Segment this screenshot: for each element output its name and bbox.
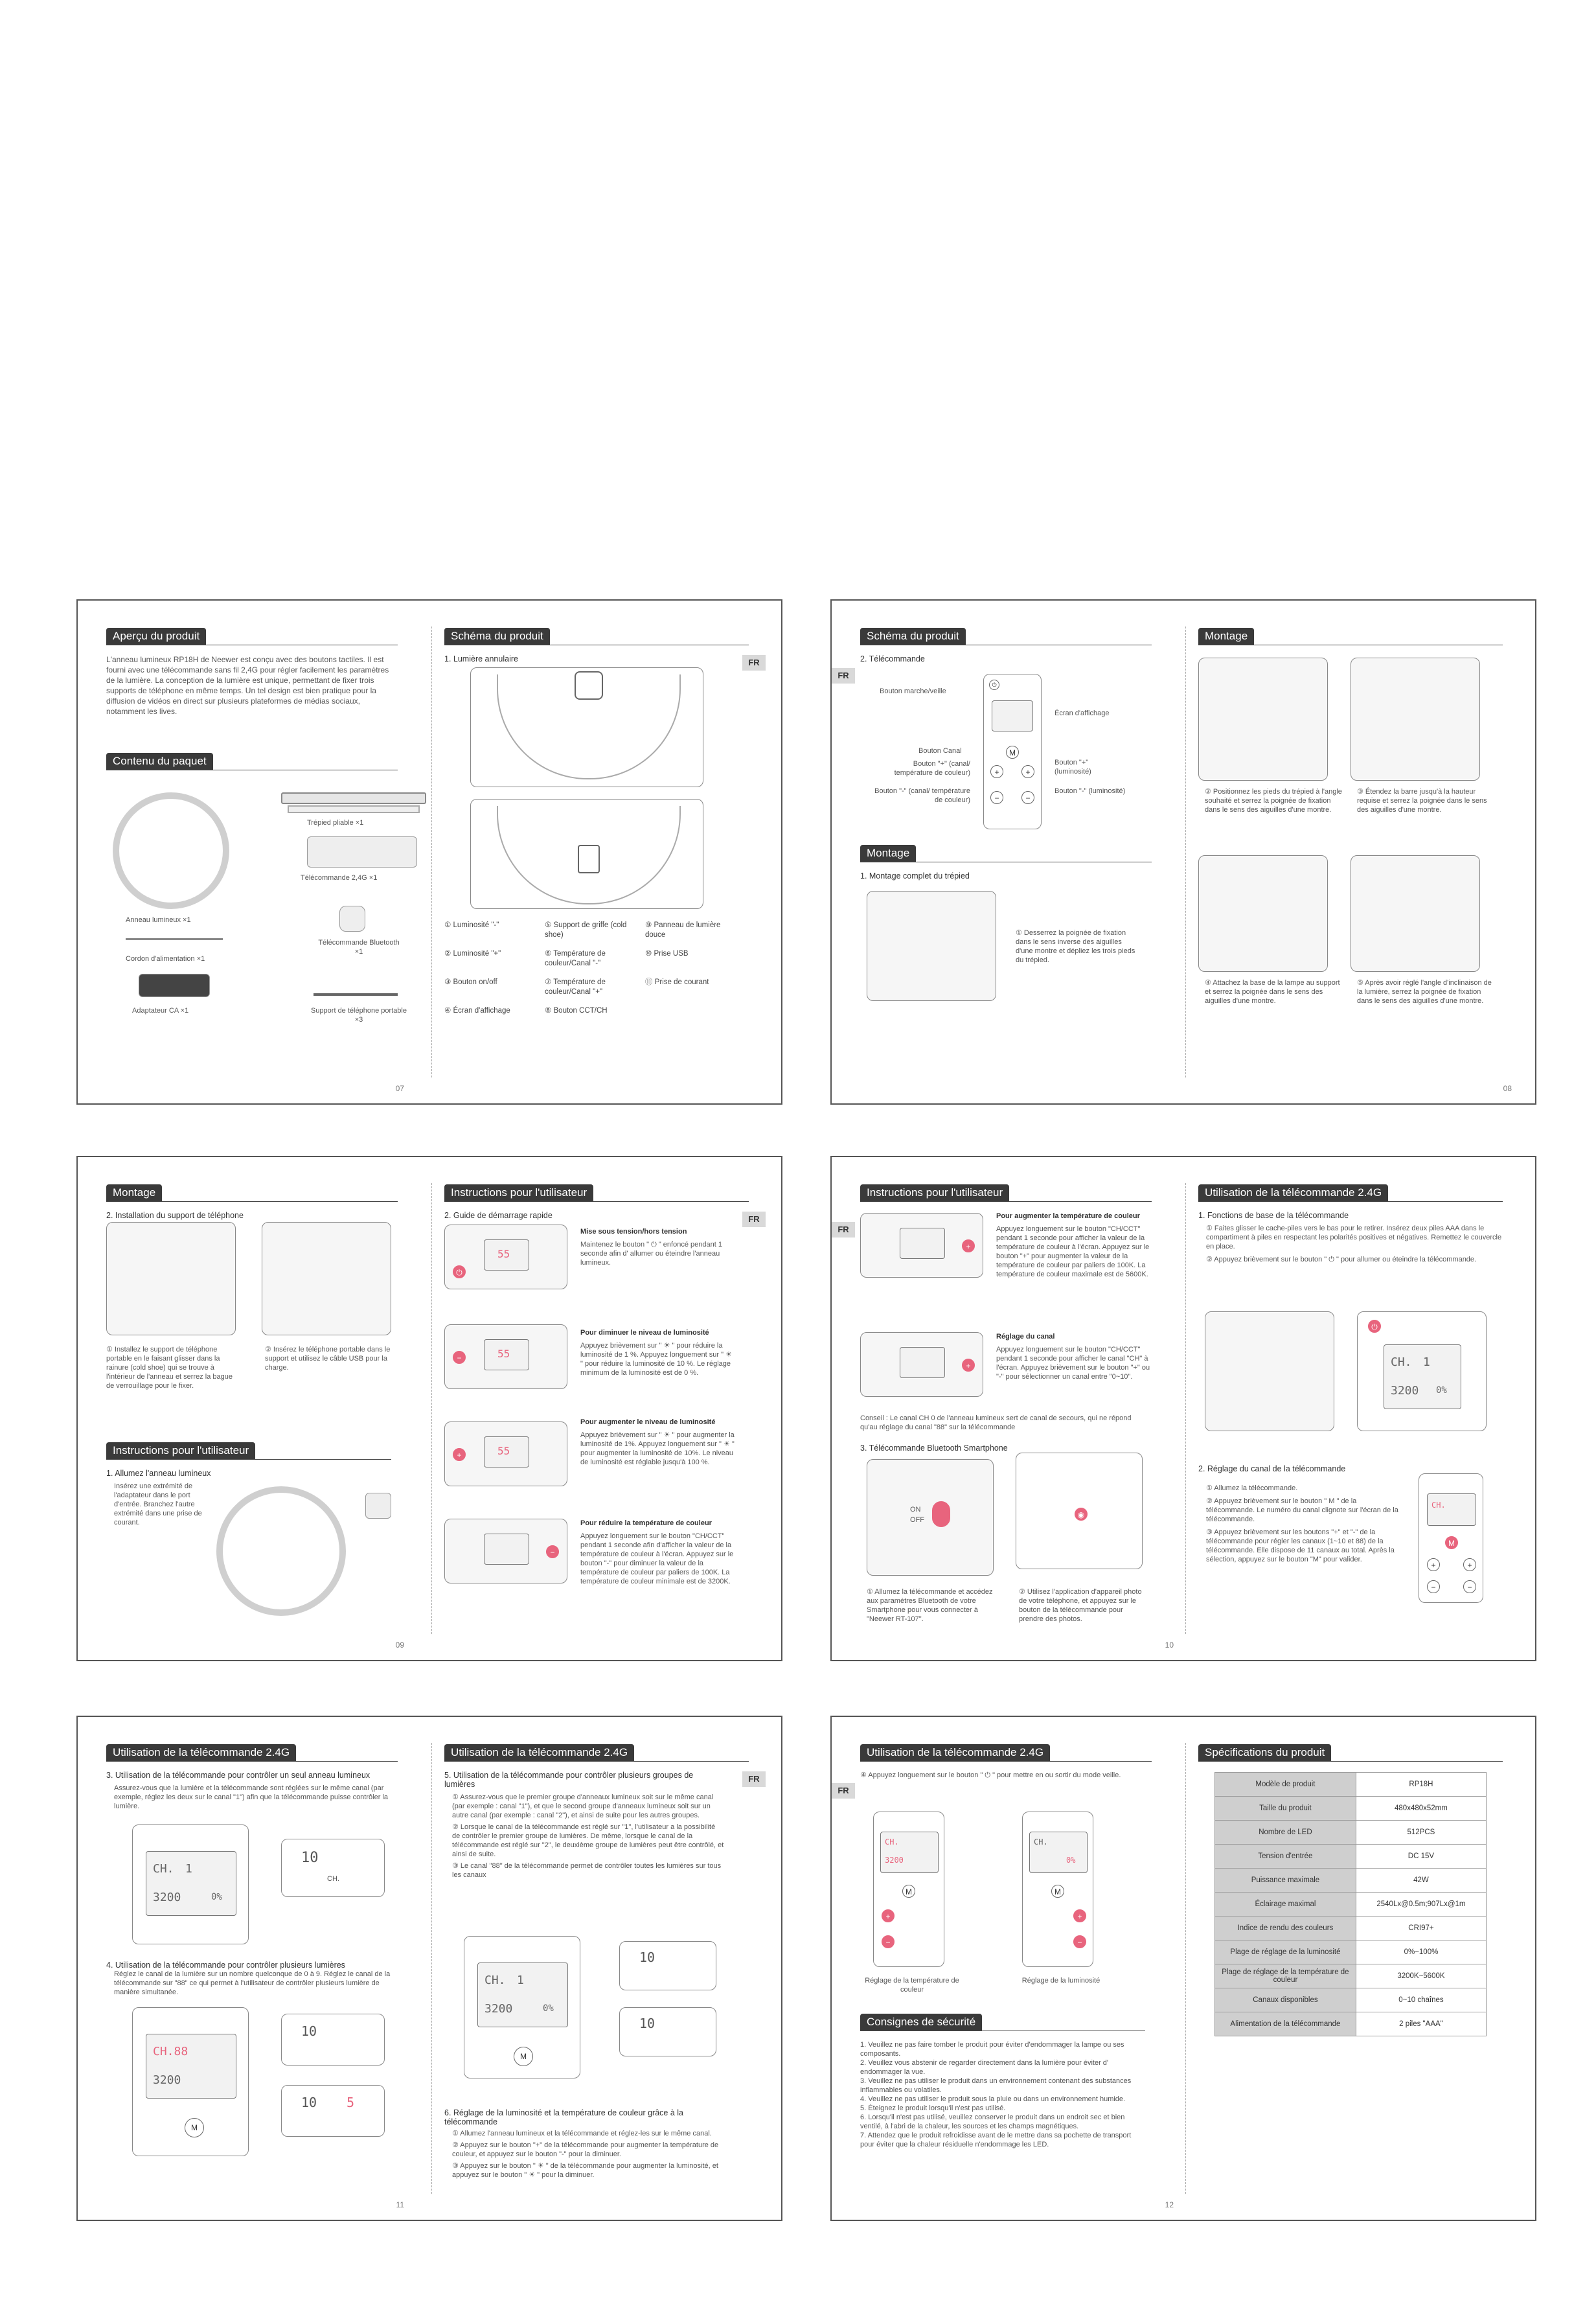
consigne-item: 2. Veuillez vous abstenir de regarder directement dans la lumière pour éviter d' endommager la vue. <box>860 2059 1109 2076</box>
light-group-b <box>619 2007 716 2056</box>
ring-back-diagram <box>470 799 703 909</box>
spec-row <box>1215 1773 1487 1797</box>
brightness-plus-icon: + <box>1073 1909 1086 1922</box>
legend-item: ③ Bouton on/off <box>444 978 497 986</box>
guide-desc: Appuyez brièvement sur " ☀ " pour réduire la luminosité de 1 %. Appuyez longuement sur " ☀ " pour réduire la luminosité de 10 %. Le réglage minimum de la luminosité est de 0 %. <box>580 1342 732 1377</box>
light-value: 10 <box>301 2095 317 2110</box>
fn-step: ① Faites glisser le cache-piles vers le bas pour le retirer. Insérez deux piles AAA dans le compartiment à piles en respectant les polarités positives et négatives. Remettez le couvercle en place. <box>1206 1225 1502 1250</box>
ring-light-image <box>113 792 229 909</box>
spec-value: 42W <box>1356 1869 1486 1893</box>
channel-button-icon: + <box>962 1359 975 1372</box>
section-util <box>860 1742 1152 1762</box>
spec-key: Modèle de produit <box>1215 1773 1356 1797</box>
spec-key: Alimentation de la télécommande <box>1215 2012 1356 2036</box>
remote-lcd <box>1427 1493 1476 1526</box>
page-07-right <box>431 601 784 1103</box>
lcd-percent: 0% <box>211 1892 222 1902</box>
m-button-icon: M <box>185 2118 204 2137</box>
m-button-icon: M <box>514 2047 533 2066</box>
cct-plus-icon: + <box>962 1239 975 1252</box>
lcd-ch-label: CH. <box>1431 1501 1446 1510</box>
remote-bright-image <box>1022 1812 1093 1967</box>
lcd-percent: 0% <box>1066 1856 1076 1865</box>
legend-item: ② Luminosité "+" <box>444 950 501 958</box>
remote-groups-image <box>464 1936 580 2078</box>
plus-icon: + <box>1427 1558 1440 1571</box>
section-title: Aperçu du produit <box>106 628 206 645</box>
consigne-item: 3. Veuillez ne pas utiliser le produit dans un environnement contenant des substances inflammables ou volatiles. <box>860 2077 1132 2094</box>
bt-remote-image <box>339 906 365 932</box>
minus-icon: − <box>1463 1580 1476 1593</box>
schema-subtitle: 2. Télécommande <box>860 654 925 663</box>
legend-item: ⑧ Bouton CCT/CH <box>545 1007 608 1015</box>
spec-row <box>1215 1893 1487 1916</box>
ch-step: ① Allumez la télécommande. <box>1206 1484 1298 1492</box>
legend-item: ⑤ Support de griffe (cold shoe) <box>545 921 627 939</box>
legend-item: ⑨ Panneau de lumière douce <box>645 921 721 939</box>
section-title: Instructions pour l'utilisateur <box>444 1184 593 1201</box>
off-label: OFF <box>910 1516 924 1524</box>
section-title: Instructions pour l'utilisateur <box>106 1442 255 1459</box>
light-panel-channel <box>860 1332 983 1397</box>
phone-holder-image <box>314 974 398 996</box>
lcd-ch-value: 1 <box>1423 1355 1430 1369</box>
m-button-icon: M <box>902 1885 915 1898</box>
guide-title: Pour réduire la température de couleur <box>580 1519 712 1527</box>
spec-row <box>1215 1869 1487 1893</box>
bt-step: ① Allumez la télécommande et accédez aux paramètres Bluetooth de votre Smartphone pour vous connecter à "Neewer RT-107". <box>867 1588 993 1623</box>
light-single-image <box>281 1839 385 1897</box>
remote-screen-image <box>1357 1311 1487 1431</box>
s4-desc: Réglez le canal de la lumière sur un nombre quelconque de 0 à 9. Réglez le canal de la télécommande sur "88" ce qui permet à l'utilisateur de contrôler plusieurs lumière de manière simultanée. <box>114 1970 391 1996</box>
page-09-right <box>431 1157 784 1660</box>
lcd-ch-label: CH. <box>885 1837 899 1847</box>
contenu-item: Adaptateur CA ×1 <box>132 1007 189 1015</box>
fn-subtitle: 1. Fonctions de base de la télécommande <box>1198 1211 1349 1220</box>
tripod-step1-image <box>867 891 996 1001</box>
page-number: 12 <box>1165 2200 1174 2209</box>
remote-label: Bouton marche/veille <box>880 687 946 695</box>
remote-lcd <box>477 1962 568 2027</box>
standby-step: ④ Appuyez longuement sur le bouton " ⏻ " pour mettre en ou sortir du mode veille. <box>860 1771 1121 1779</box>
guide-desc: Appuyez longuement sur le bouton "CH/CCT" pendant 1 seconde pour afficher la valeur de la température de couleur à l'écran. Appuyez sur le bouton "+" pour augmenter la valeur de la température de couleur par paliers de 100K. La température de couleur maximale est de 5600K. <box>996 1225 1150 1278</box>
spec-row <box>1215 1845 1487 1869</box>
consigne-item: 6. Lorsqu'il n'est pas utilisé, veuillez conserver le produit dans un endroit sec et bien ventilé, à l'abri de la chaleur, les sources et les champs magnétiques. <box>860 2113 1125 2130</box>
section-title: Consignes de sécurité <box>860 2014 982 2031</box>
contenu-item: Support de téléphone portable ×3 <box>310 1007 407 1024</box>
spread-pages-07 <box>76 599 782 1105</box>
s3-subtitle: 3. Utilisation de la télécommande pour contrôler un seul anneau lumineux <box>106 1771 370 1780</box>
remote-diagram <box>983 674 1042 829</box>
s5-step: ② Lorsque le canal de la télécommande est réglé sur "1", l'utilisateur a la possibilité de contrôler le premier groupe de lumières. De même, lorsque le canal de la télécommande est réglé sur "2", le deuxième groupe de lumières peut être contrôlé, et ainsi de suite. <box>452 1823 724 1858</box>
spec-key: Nombre de LED <box>1215 1821 1356 1845</box>
contenu-item: Cordon d'alimentation ×1 <box>126 955 205 963</box>
spec-key: Tension d'entrée <box>1215 1845 1356 1869</box>
lcd-value: 55 <box>497 1348 510 1360</box>
montage-subtitle: 2. Installation du support de téléphone <box>106 1211 244 1220</box>
tripod-step3-image <box>1351 658 1480 781</box>
tripod-step5-image <box>1351 855 1480 972</box>
m-button-icon: M <box>1006 746 1019 759</box>
section-util <box>444 1742 749 1762</box>
light-screen <box>900 1228 945 1259</box>
section-title: Contenu du paquet <box>106 753 213 770</box>
remote-lcd <box>146 1851 236 1916</box>
s5-step: ③ Le canal "88" de la télécommande permet de contrôler toutes les lumières sur tous les canaux <box>452 1862 722 1879</box>
lang-badge: FR <box>742 1212 766 1227</box>
contenu-item: Télécommande 2,4G ×1 <box>301 874 378 882</box>
section-montage <box>860 842 1152 862</box>
camera-button-icon: ◉ <box>1075 1508 1088 1521</box>
lcd-percent: 0% <box>543 2003 554 2014</box>
guide-title: Pour augmenter le niveau de luminosité <box>580 1418 716 1426</box>
ac-adapter-image <box>139 974 210 997</box>
legend-item: ⑥ Température de couleur/Canal "-" <box>545 950 606 967</box>
lcd-kelvin: 3200 <box>1391 1384 1419 1398</box>
lang-badge: FR <box>742 655 766 671</box>
lcd-percent: 0% <box>1436 1385 1447 1396</box>
consigne-item: 1. Veuillez ne pas faire tomber le produit pour éviter d'endommager la lampe ou ses composants. <box>860 2041 1124 2058</box>
lcd-ch-value: 1 <box>517 1974 524 1987</box>
cct-minus-icon: − <box>546 1545 559 1558</box>
switch-toggle-icon <box>932 1501 950 1527</box>
instr-text: Insérez une extrémité de l'adaptateur dans le port d'entrée. Branchez l'autre extrémité dans une prise de courant. <box>114 1482 202 1526</box>
spec-value: RP18H <box>1356 1773 1486 1797</box>
section-instructions <box>444 1182 749 1202</box>
section-instructions <box>860 1182 1152 1202</box>
montage-subtitle: 1. Montage complet du trépied <box>860 871 970 881</box>
lcd-ch-88: CH.88 <box>153 2045 188 2058</box>
page-number: 08 <box>1503 1084 1512 1093</box>
cct-plus-icon: + <box>882 1909 895 1922</box>
s5-subtitle: 5. Utilisation de la télécommande pour contrôler plusieurs groupes de lumières <box>444 1771 694 1789</box>
tripod-image-b <box>288 805 420 813</box>
light-panel-cct-plus <box>860 1213 983 1278</box>
lcd-ch-value: 1 <box>185 1862 192 1876</box>
m-button-icon: M <box>1445 1536 1458 1549</box>
ch-subtitle: 2. Réglage du canal de la télécommande <box>1198 1464 1346 1473</box>
section-specs <box>1198 1742 1503 1762</box>
page-10-left <box>832 1157 1184 1660</box>
s3-desc: Assurez-vous que la lumière et la télécommande sont réglées sur le même canal (par exemple, réglez les deux sur le canal "1") afin que la télécommande puisse contrôler la lumière. <box>114 1784 388 1810</box>
section-title: Montage <box>106 1184 162 1201</box>
page-number: 07 <box>395 1084 404 1093</box>
page-number: 11 <box>396 2200 404 2209</box>
section-title: Utilisation de la télécommande 2.4G <box>444 1744 634 1761</box>
ring-plug-image <box>216 1486 346 1616</box>
remote-label: Bouton "-" (canal/ température de couleur) <box>874 787 970 804</box>
legend-item: ⑦ Température de couleur/Canal "+" <box>545 978 606 996</box>
fn-step: ② Appuyez brièvement sur le bouton " ⏻ " pour allumer ou éteindre la télécommande. <box>1206 1256 1477 1263</box>
spec-value: 480x480x52mm <box>1356 1797 1486 1821</box>
guide-desc: Appuyez longuement sur le bouton "CH/CCT" pendant 1 seconde afin d'afficher la valeur de la température de couleur à l'écran. Appuyez sur le bouton "-" pour diminuer la valeur de la température de couleur par paliers de 100K. La température de couleur minimale est de 3200K. <box>580 1532 734 1585</box>
tripod-image <box>281 792 426 804</box>
guide-subtitle: 2. Guide de démarrage rapide <box>444 1211 553 1220</box>
power-icon: ⏻ <box>1368 1320 1381 1333</box>
spec-key: Plage de réglage de la température de couleur <box>1215 1964 1356 1988</box>
remote-single-image <box>132 1824 249 1944</box>
light-screen <box>484 1239 529 1271</box>
page-08 <box>1185 601 1538 1103</box>
page-number: 09 <box>395 1640 404 1650</box>
light-ch: CH. <box>327 1875 339 1883</box>
spec-value: 2540Lx@0.5m;907Lx@1m <box>1356 1893 1486 1916</box>
plus-icon: + <box>1021 765 1034 778</box>
ch-step: ③ Appuyez brièvement sur les boutons "+" et "-" de la télécommande pour régler les canaux (1~10 et 88) de la télécommande. Elle dispose de 11 canaux au total. Après la sélection, appuyez sur le bouton "M" pour valider. <box>1206 1528 1395 1563</box>
light-screen <box>484 1534 529 1565</box>
section-title: Utilisation de la télécommande 2.4G <box>860 1744 1050 1761</box>
remote-screen <box>992 700 1033 731</box>
spec-key: Taille du produit <box>1215 1797 1356 1821</box>
brightness-minus-icon: − <box>453 1351 466 1364</box>
section-contenu <box>106 750 398 770</box>
section-title: Spécifications du produit <box>1198 1744 1331 1761</box>
schema-subtitle: 1. Lumière annulaire <box>444 654 518 663</box>
lang-badge: FR <box>832 1783 855 1799</box>
cct-minus-icon: − <box>882 1935 895 1948</box>
plus-icon: + <box>990 765 1003 778</box>
section-apercu <box>106 625 398 645</box>
remote-cct-image <box>873 1812 944 1967</box>
remote-label: Bouton "-" (luminosité) <box>1054 787 1126 795</box>
phone-holder-step2-image <box>262 1222 391 1335</box>
remote-channel-image <box>1419 1473 1483 1603</box>
guide-desc: Maintenez le bouton " ⏻ " enfoncé pendant 1 seconde afin d' allumer ou éteindre l'anneau lumineux. <box>580 1241 722 1267</box>
spread-pages-11 <box>76 1716 782 2221</box>
power-cord-image <box>126 938 223 947</box>
consigne-item: 5. Éteignez le produit lorsqu'il n'est pas utilisé. <box>860 2104 1006 2112</box>
caption-cct: Réglage de la température de couleur <box>865 1977 959 1994</box>
section-instructions <box>106 1440 391 1460</box>
light-value-5: 5 <box>347 2095 355 2110</box>
light-screen <box>484 1339 529 1370</box>
on-label: ON <box>910 1506 921 1514</box>
montage-step: ① Desserrez la poignée de fixation dans le sens inverse des aiguilles d'une montre et dépliez les trois pieds du trépied. <box>1016 929 1135 964</box>
light-multi-b <box>281 2085 385 2137</box>
light-value: 10 <box>639 1950 656 1965</box>
page-10 <box>1185 1157 1538 1660</box>
spec-value: 0%~100% <box>1356 1940 1486 1964</box>
section-util <box>1198 1182 1503 1202</box>
page-12-left <box>832 1717 1184 2220</box>
spread-pages-12 <box>830 1716 1536 2221</box>
remote-lcd <box>1384 1344 1461 1409</box>
plus-icon: + <box>1463 1558 1476 1571</box>
m-button-icon: M <box>1051 1885 1064 1898</box>
tripod-step2-image <box>1198 658 1328 781</box>
lcd-ch-label: CH. <box>1034 1837 1048 1847</box>
conseil-note: Conseil : Le canal CH 0 de l'anneau lumineux sert de canal de secours, qui ne répond qu'au réglage du canal "88" sur la télécommande <box>860 1414 1132 1431</box>
wall-outlet-image <box>365 1493 391 1519</box>
phone-step: ① Installez le support de téléphone portable en le faisant glisser dans la rainure (cold shoe) qui se trouve à l'intérieur de l'anneau et serrez la bague de verrouillage pour le fixer. <box>106 1346 233 1390</box>
power-button-icon: ⏻ <box>453 1265 466 1278</box>
light-panel-dim <box>444 1324 567 1389</box>
lang-badge: FR <box>742 1771 766 1787</box>
section-montage <box>106 1182 398 1202</box>
consigne-item: 7. Attendez que le produit refroidisse avant de le mettre dans sa pochette de transport pour éviter que la chaleur résiduelle n'endommage les LED. <box>860 2132 1132 2148</box>
remote-lcd <box>1029 1832 1088 1873</box>
spec-row <box>1215 1821 1487 1845</box>
lcd-value: 55 <box>497 1248 510 1260</box>
spec-value: 512PCS <box>1356 1821 1486 1845</box>
ring-front-diagram <box>470 667 703 787</box>
apercu-text: L'anneau lumineux RP18H de Neewer est conçu avec des boutons tactiles. Il est fourni avec une télécommande sans fil 2,4G pour régler facilement les paramètres de la lumière. La conception de la lumière est unique, permettant de fixer trois supports de téléphone en même temps. Un tel design est bien pratique pour la diffusion de vidéos en direct sur plusieurs plateformes de médias sociaux, notamment les lives. <box>106 655 389 716</box>
guide-desc: Appuyez brièvement sur " ☀ " pour augmenter la luminosité de 1%. Appuyez longuement sur " ☀ " pour augmenter la luminosité de 10%. Le niveau de luminosité est réglable jusqu'à 100 %. <box>580 1431 735 1466</box>
page-07 <box>78 601 430 1103</box>
spread-pages-10 <box>830 1156 1536 1661</box>
remote-label: Bouton Canal <box>918 747 962 755</box>
section-title: Utilisation de la télécommande 2.4G <box>106 1744 296 1761</box>
montage-step: ④ Attachez la base de la lampe au support et serrez la poignée dans le sens des aiguilles d'une montre. <box>1205 979 1340 1005</box>
bt-remote-phone-image <box>1016 1453 1143 1569</box>
power-icon: ⏻ <box>989 680 999 690</box>
section-montage <box>1198 625 1503 645</box>
section-title: Instructions pour l'utilisateur <box>860 1184 1009 1201</box>
bt-remote-switch-image <box>867 1459 994 1576</box>
spec-row <box>1215 1797 1487 1821</box>
guide-title: Réglage du canal <box>996 1333 1055 1341</box>
montage-step: ⑤ Après avoir réglé l'angle d'inclinaison de la lumière, serrez la poignée de fixation dans le sens des aiguilles d'une montre. <box>1357 979 1492 1005</box>
legend-item: ⑪ Prise de courant <box>645 978 709 986</box>
lcd-ch-label: CH. <box>484 1974 506 1987</box>
brightness-plus-icon: + <box>453 1448 466 1461</box>
remote-lcd <box>880 1832 939 1873</box>
legend-item: ⑩ Prise USB <box>645 950 689 958</box>
s4-subtitle: 4. Utilisation de la télécommande pour contrôler plusieurs lumières <box>106 1961 345 1970</box>
remote-label: Bouton "+" (canal/ température de couleur) <box>894 760 970 777</box>
remote-24g-image <box>307 836 417 868</box>
remote-multi-image <box>132 2007 249 2156</box>
section-title: Montage <box>860 845 916 862</box>
remote-lcd <box>146 2034 236 2099</box>
spread-pages-08 <box>830 599 1536 1105</box>
spec-table <box>1214 1772 1487 2036</box>
page-11-right <box>431 1717 784 2220</box>
phone-step: ② Insérez le téléphone portable dans le support et utilisez le câble USB pour la charge. <box>265 1346 391 1372</box>
bt-subtitle: 3. Télécommande Bluetooth Smartphone <box>860 1444 1008 1453</box>
lcd-ch-label: CH. <box>153 1862 174 1876</box>
lcd-ch-label: CH. <box>1391 1355 1412 1369</box>
section-consignes <box>860 2011 1145 2031</box>
section-util <box>106 1742 398 1762</box>
spec-key: Indice de rendu des couleurs <box>1215 1916 1356 1940</box>
contenu-item: Trépied pliable ×1 <box>307 819 364 827</box>
contenu-item: Anneau lumineux ×1 <box>126 916 191 924</box>
spec-row <box>1215 1940 1487 1964</box>
page-09 <box>78 1157 430 1660</box>
spec-value: 2 piles "AAA" <box>1356 2012 1486 2036</box>
spec-key: Canaux disponibles <box>1215 1988 1356 2012</box>
spec-key: Éclairage maximal <box>1215 1893 1356 1916</box>
s6-step: ③ Appuyez sur le bouton " ☀ " de la télécommande pour augmenter la luminosité, et appuyez sur le bouton " ☀ " pour la diminuer. <box>452 2162 718 2179</box>
light-screen <box>484 1436 529 1468</box>
minus-icon: − <box>1021 791 1034 804</box>
light-screen <box>900 1347 945 1378</box>
light-panel-bright <box>444 1421 567 1486</box>
section-schema <box>860 625 1152 645</box>
light-value: 10 <box>639 2016 656 2031</box>
section-schema <box>444 625 749 645</box>
contenu-item: Télécommande Bluetooth ×1 <box>318 939 400 956</box>
light-group-a <box>619 1941 716 1990</box>
battery-compartment-image <box>1205 1311 1334 1431</box>
section-title: Utilisation de la télécommande 2.4G <box>1198 1184 1388 1201</box>
lcd-kelvin: 3200 <box>885 1856 904 1865</box>
spec-value: 0~10 chaînes <box>1356 1988 1486 2012</box>
spread-pages-09 <box>76 1156 782 1661</box>
section-title: Schéma du produit <box>444 628 550 645</box>
lcd-kelvin: 3200 <box>484 2002 513 2016</box>
phone-holder-step1-image <box>106 1222 236 1335</box>
spec-key: Plage de réglage de la luminosité <box>1215 1940 1356 1964</box>
spec-row <box>1215 1916 1487 1940</box>
bt-step: ② Utilisez l'application d'appareil photo de votre téléphone, et appuyez sur le bouton de la télécommande pour prendre des photos. <box>1019 1588 1142 1623</box>
spec-value: CRI97+ <box>1356 1916 1486 1940</box>
spec-row <box>1215 1988 1487 2012</box>
guide-title: Pour augmenter la température de couleur <box>996 1212 1140 1220</box>
page-11 <box>78 1717 430 2220</box>
lcd-value: 55 <box>497 1445 510 1457</box>
lang-badge: FR <box>832 668 855 684</box>
minus-icon: − <box>990 791 1003 804</box>
minus-icon: − <box>1427 1580 1440 1593</box>
ch-step: ② Appuyez brièvement sur le bouton " M " de la télécommande. Le numéro du canal clignote sur l'écran de la télécommande. <box>1206 1497 1398 1523</box>
guide-title: Mise sous tension/hors tension <box>580 1228 687 1236</box>
light-value: 10 <box>301 1850 319 1866</box>
lcd-kelvin: 3200 <box>153 1891 181 1904</box>
page-12 <box>1185 1717 1538 2220</box>
legend-item: ④ Écran d'affichage <box>444 1007 510 1015</box>
lang-badge: FR <box>832 1222 855 1237</box>
light-multi-a <box>281 2014 385 2066</box>
light-value: 10 <box>301 2023 317 2039</box>
remote-label: Écran d'affichage <box>1054 709 1110 717</box>
legend-item: ① Luminosité "-" <box>444 921 499 929</box>
section-title: Montage <box>1198 628 1254 645</box>
s5-step: ① Assurez-vous que le premier groupe d'anneaux lumineux soit sur le même canal (par exemple : canal "1"), et que le second groupe d'anneaux lumineux soit sur un autre canal (par exemple : canal "2"), et ainsi de suite pour les autres groupes. <box>452 1793 714 1819</box>
instr-subtitle: 1. Allumez l'anneau lumineux <box>106 1469 211 1478</box>
section-title: Schéma du produit <box>860 628 966 645</box>
consigne-item: 4. Veuillez ne pas utiliser le produit sous la pluie ou dans un environnement humide. <box>860 2095 1126 2103</box>
lcd-kelvin: 3200 <box>153 2073 181 2087</box>
s6-step: ② Appuyez sur le bouton "+" de la télécommande pour augmenter la température de couleur, et appuyez sur le bouton "-" pour la diminuer. <box>452 2141 719 2158</box>
light-panel-power <box>444 1225 567 1289</box>
s6-step: ① Allumez l'anneau lumineux et la télécommande et réglez-les sur le même canal. <box>452 2130 712 2137</box>
spec-row <box>1215 2012 1487 2036</box>
montage-step: ② Positionnez les pieds du trépied à l'angle souhaité et serrez la poignée de fixation dans le sens des aiguilles d'une montre. <box>1205 788 1342 814</box>
page-08-left <box>832 601 1184 1103</box>
montage-step: ③ Étendez la barre jusqu'à la hauteur requise et serrez la poignée dans le sens des aiguilles d'une montre. <box>1357 788 1487 814</box>
spec-row <box>1215 1964 1487 1988</box>
brightness-minus-icon: − <box>1073 1935 1086 1948</box>
spec-value: DC 15V <box>1356 1845 1486 1869</box>
s6-subtitle: 6. Réglage de la luminosité et la température de couleur grâce à la télécommande <box>444 2108 683 2126</box>
tripod-step4-image <box>1198 855 1328 972</box>
guide-desc: Appuyez longuement sur le bouton "CH/CCT" pendant 1 seconde pour afficher le canal "CH" à l'écran. Appuyez brièvement sur le bouton "+" ou "-" pour sélectionner un canal entre "0~10". <box>996 1346 1150 1381</box>
spec-key: Puissance maximale <box>1215 1869 1356 1893</box>
remote-label: Bouton "+" (luminosité) <box>1054 759 1091 776</box>
page-number: 10 <box>1165 1640 1174 1650</box>
spec-value: 3200K~5600K <box>1356 1964 1486 1988</box>
caption-bright: Réglage de la luminosité <box>1021 1977 1100 1985</box>
light-panel-cct <box>444 1519 567 1583</box>
guide-title: Pour diminuer le niveau de luminosité <box>580 1329 709 1337</box>
